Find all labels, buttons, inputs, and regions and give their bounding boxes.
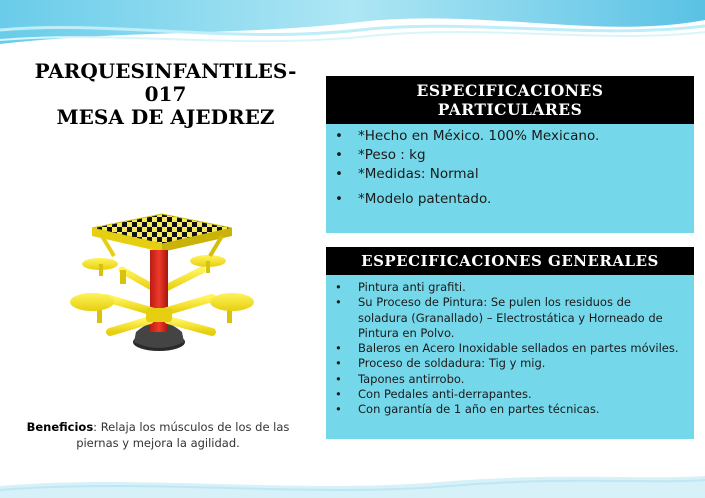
general-specs-body (326, 275, 694, 439)
general-specs-list (326, 280, 694, 418)
title-line-2: 017 (144, 82, 187, 106)
list-item: • Pintura anti grafiti. (326, 280, 694, 295)
title-line-1: PARQUESINFANTILES- (34, 59, 297, 83)
title-line-3: MESA DE AJEDREZ (56, 105, 275, 129)
benefits-text (26, 419, 290, 451)
list-item: • *Peso : kg (326, 146, 694, 165)
particular-specs-header-line-2: PARTICULARES (437, 100, 583, 119)
list-item: • *Medidas: Normal (326, 165, 694, 184)
benefits-label: Beneficios (26, 420, 94, 434)
particular-specs-panel (326, 76, 694, 233)
general-specs-header: ESPECIFICACIONES GENERALES (326, 247, 694, 275)
list-item: • *Hecho en México. 100% Mexicano. (326, 127, 694, 146)
list-item: • Tapones antirrobo. (326, 372, 694, 387)
list-item: • Proceso de soldadura: Tig y mig. (326, 356, 694, 371)
particular-specs-header (326, 76, 694, 124)
list-item: • *Modelo patentado. (326, 190, 694, 209)
footer-wave-decoration (0, 468, 705, 498)
header-wave-decoration (0, 0, 705, 60)
list-item: • Baleros en Acero Inoxidable sellados en partes móviles. (326, 341, 694, 356)
benefits-description: : Relaja los músculos de los de las piernas y mejora la agilidad. (76, 420, 290, 450)
particular-specs-header-line-1: ESPECIFICACIONES (416, 81, 604, 100)
chess-table-product-image (62, 172, 262, 382)
particular-specs-body (326, 124, 694, 233)
particular-specs-list (326, 127, 694, 209)
list-item: • Con Pedales anti-derrapantes. (326, 387, 694, 402)
list-item: • Con garantía de 1 año en partes técnicas. (326, 402, 694, 417)
general-specs-panel (326, 247, 694, 439)
list-item: • Su Proceso de Pintura: Se pulen los residuos de soladura (Granallado) – Electrostática y Horneado de Pintura en Polvo. (326, 295, 694, 341)
page-title (8, 60, 323, 129)
